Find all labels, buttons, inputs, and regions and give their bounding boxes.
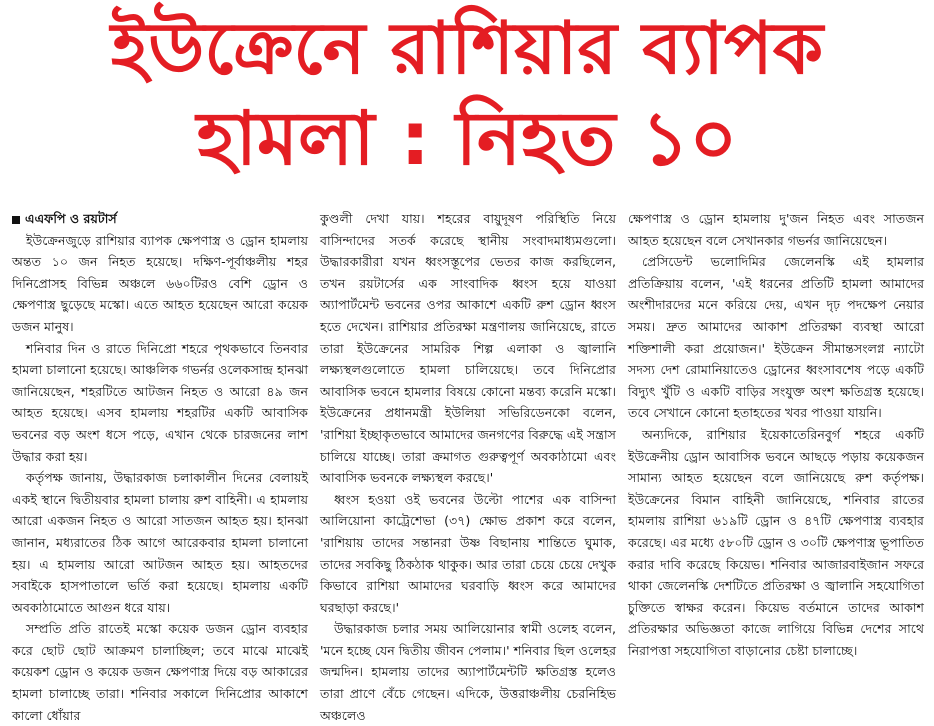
byline-text: এএফপি ও রয়টার্স (25, 211, 117, 226)
paragraph: ধ্বংস হওয়া ওই ভবনের উল্টো পাশের এক বাসিন্দা আলিয়োনা কাট্রেশেভা (৩৭) ক্ষোভ প্রকাশ করে বলেন, 'রাশিয়ায় তাদের সন্তানরা উষ্ণ বিছানায় শান্তিতে ঘুমাক, তাদের সবকিছু ঠিকঠাক থাকুক। আর তারা চেয়ে চেয়ে দেখুক কিভাবে রাশিয়া আমাদের ঘরবাড়ি ধ্বংস করে আমাদের ঘরছাড়া করছে।' (320, 491, 616, 615)
headline (0, 4, 934, 182)
paragraph: শনিবার দিন ও রাতে দিনিপ্রো শহরে পৃথকভাবে তিনবার হামলা চালানো হয়েছে। আঞ্চলিক গভর্নর ওলেকসান্দ্র হানঝা জানিয়েছেন, শহরটিতে আটজন নিহত ও আরো ৪৯ জন আহত হয়েছে। এসব হামলায় শহরটির একটি আবাসিক ভবনের বড় অংশ ধসে পড়ে, এখান থেকে চারজনের লাশ উদ্ধার করা হয়। (12, 340, 308, 464)
paragraph: ইউক্রেনজুড়ে রাশিয়ার ব্যাপক ক্ষেপণাস্ত্র ও ড্রোন হামলায় অন্তত ১০ জন নিহত হয়েছে। দক্ষিণ-পূর্বাঞ্চলীয় শহর দিনিপ্রোসহ বিভিন্ন অঞ্চলে ৬৬০টিরও বেশি ড্রোন ও ক্ষেপণাস্ত্র ছুড়েছে মস্কো। এতে আহত হয়েছেন আরো কয়েক ডজন মানুষ। (12, 232, 308, 334)
paragraph: অন্যদিকে, রাশিয়ার ইয়েকাতেরিনবুর্গ শহরে একটি ইউক্রেনীয় ড্রোন আবাসিক ভবনে আছড়ে পড়ায় কয়েকজন সামান্য আহত হয়েছেন বলে জানিয়েছে রুশ কর্তৃপক্ষ। ইউক্রেনের বিমান বাহিনী জানিয়েছে, শনিবার রাতের হামলায় রাশিয়া ৬১৯টি ড্রোন ও ৪৭টি ক্ষেপণাস্ত্র ব্যবহার করেছে। এর মধ্যে ৫৮০টি ড্রোন ও ৩০টি ক্ষেপণাস্ত্র ভূপাতিত করার দাবি করেছে কিয়েভ। শনিবার আজারবাইজান সফরে থাকা জেলেনস্কি দেশটিতে প্রতিরক্ষা ও জ্বালানি সহযোগিতা চুক্তিতে স্বাক্ষর করেন। কিয়েভ বর্তমানে তাদের আকাশ প্রতিরক্ষার অভিজ্ঞতা কাজে লাগিয়ে বিভিন্ন দেশের সাথে নিরাপত্তা সহযোগিতা বাড়ানোর চেষ্টা চালাচ্ছে। (628, 426, 924, 658)
byline (12, 208, 308, 230)
paragraph: উদ্ধারকাজ চলার সময় আলিয়োনার স্বামী ওলেহ বলেন, 'মনে হচ্ছে যেন দ্বিতীয় জীবন পেলাম।' শনিবার ছিল ওলেহর জন্মদিন। হামলায় তাদের অ্যাপার্টমেন্টটি ক্ষতিগ্রস্ত হলেও তারা প্রাণে বেঁচে গেছেন। এদিকে, উত্তরাঞ্চলীয় চেরনিহিভ অঞ্চলেও (320, 621, 616, 723)
column-2 (320, 208, 616, 723)
column-3 (628, 208, 924, 713)
paragraph: সম্প্রতি প্রতি রাতেই মস্কো কয়েক ডজন ড্রোন ব্যবহার করে ছোট ছোট আক্রমণ চালাচ্ছিল; তবে মাঝে মাঝেই কয়েকশ ড্রোন ও কয়েক ডজন ক্ষেপণাস্ত্র দিয়ে বড় আকারের হামলা চালাচ্ছে তারা। শনিবার সকালে দিনিপ্রোর আকাশে কালো ধোঁয়ার (12, 621, 308, 723)
headline-line-2: হামলা : নিহত ১০ (196, 96, 738, 182)
column-1 (12, 208, 308, 723)
bullet-square-icon (12, 216, 20, 224)
headline-line-1: ইউক্রেনে রাশিয়ার ব্যাপক (110, 6, 824, 90)
paragraph: ক্ষেপণাস্ত্র ও ড্রোন হামলায় দু'জন নিহত এবং সাতজন আহত হয়েছেন বলে সেখানকার গভর্নর জানিয়েছেন। (628, 211, 924, 248)
paragraph: কুণ্ডলী দেখা যায়। শহরের বায়ুদূষণ পরিস্থিতি নিয়ে বাসিন্দাদের সতর্ক করেছে স্থানীয় সংবাদমাধ্যমগুলো। উদ্ধারকারীরা যখন ধ্বংসস্তূপের ভেতর কাজ করছিলেন, তখন রয়টার্সের এক সাংবাদিক ধ্বংস হয়ে যাওয়া অ্যাপার্টমেন্ট ভবনের ওপর আকাশে একটি রুশ ড্রোন ধ্বংস হতে দেখেন। রাশিয়ার প্রতিরক্ষা মন্ত্রণালয় জানিয়েছে, রাতে তারা ইউক্রেনের সামরিক শিল্প এলাকা ও জ্বালানি লক্ষ্যস্থলগুলোতে হামলা চালিয়েছে। তবে দিনিপ্রোর আবাসিক ভবনে হামলার বিষয়ে কোনো মন্তব্য করেনি মস্কো। ইউক্রেনের প্রধানমন্ত্রী ইউলিয়া সভিরিডেনকো বলেন, 'রাশিয়া ইচ্ছাকৃতভাবে আমাদের জনগণের বিরুদ্ধে এই সন্ত্রাস চালিয়ে যাচ্ছে। তারা ক্রমাগত গুরুত্বপূর্ণ অবকাঠামো এবং আবাসিক ভবনকে লক্ষ্যস্থল করছে।' (320, 211, 616, 486)
article-body (12, 208, 924, 723)
paragraph: কর্তৃপক্ষ জানায়, উদ্ধারকাজ চলাকালীন দিনের বেলায়ই একই স্থানে দ্বিতীয়বার হামলা চালায় রুশ বাহিনী। এ হামলায় আরো একজন নিহত ও আরো সাতজন আহত হয়। হানঝা জানান, মধ্যরাতের ঠিক আগে আরেকবার হামলা চালানো হয়। এ হামলায় আরো আটজন আহত হয়। আহতদের সবাইকে হাসপাতালে ভর্তি করা হয়েছে। হামলায় একটি অবকাঠামোতে আগুন ধরে যায়। (12, 470, 308, 615)
paragraph: প্রেসিডেন্ট ভলোদিমির জেলেনস্কি এই হামলার প্রতিক্রিয়ায় বলেন, 'এই ধরনের প্রতিটি হামলা আমাদের অংশীদারদের মনে করিয়ে দেয়, এখন দৃঢ় পদক্ষেপ নেয়ার সময়। দ্রুত আমাদের আকাশ প্রতিরক্ষা ব্যবস্থা আরো শক্তিশালী করা প্রয়োজন।' ইউক্রেন সীমান্তসংলগ্ন ন্যাটো সদস্য দেশ রোমানিয়াতেও ড্রোনের ধ্বংসাবশেষ পড়ে একটি বিদ্যুৎ খুঁটি ও একটি বাড়ির সংযুক্ত অংশ ক্ষতিগ্রস্ত হয়েছে। তবে সেখানে কোনো হতাহতের খবর পাওয়া যায়নি। (628, 254, 924, 421)
